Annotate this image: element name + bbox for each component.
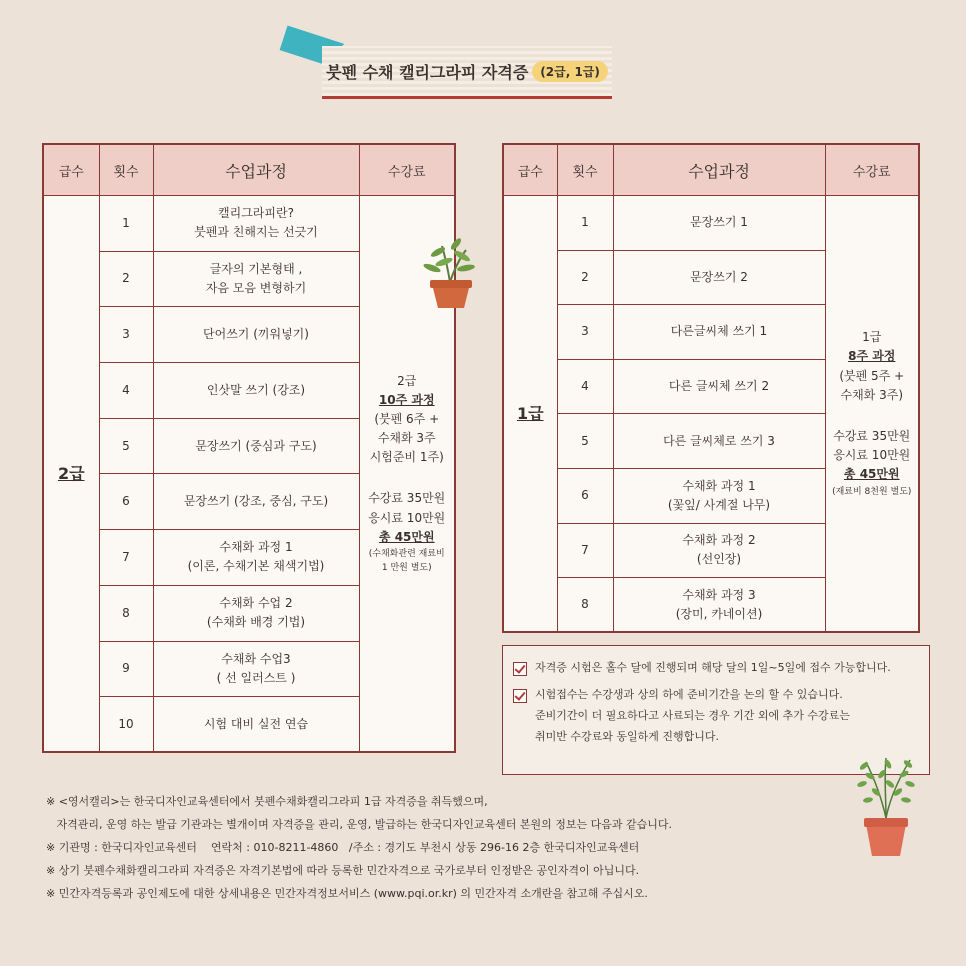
session-number: 10 (99, 697, 153, 753)
session-number: 6 (99, 474, 153, 530)
curriculum-cell: 캘리그라피란? 붓펜과 친해지는 선긋기 (153, 196, 359, 252)
potted-plant-icon (420, 232, 480, 312)
note-item: 시험접수는 수강생과 상의 하에 준비기간을 논의 할 수 있습니다. 준비기간이 더 필요하다고 사료되는 경우 기간 외에 추가 수강료는 취미반 수강료와 동일하게 진행합니다. (513, 685, 919, 748)
curriculum-cell: 문장쓰기 1 (613, 196, 825, 251)
curriculum-cell: 수채화 과정 1 (꽃잎/ 사계절 나무) (613, 468, 825, 523)
curriculum-cell: 문장쓰기 (강조, 중심, 구도) (153, 474, 359, 530)
checkbox-icon (513, 662, 527, 676)
footer-line: 자격관리, 운영 하는 발급 기관과는 별개이며 자격증을 관리, 운영, 발급하는 한국디자인교육센터 본원의 정보는 다음과 같습니다. (46, 818, 672, 831)
note-item: 자격증 시험은 홀수 달에 진행되며 해당 달의 1일~5일에 접수 가능합니다. (513, 658, 919, 679)
header-session: 횟수 (557, 144, 613, 196)
session-number: 4 (99, 363, 153, 419)
grade-label: 1급 (503, 196, 557, 633)
curriculum-cell: 문장쓰기 (중심과 구도) (153, 418, 359, 474)
fee-course: 8주 과정 (848, 349, 896, 364)
fee-total: 총 45만원 (843, 467, 900, 482)
fee-note: (수채화관련 재료비 1 만원 별도) (368, 549, 445, 574)
table-row (503, 196, 919, 251)
curriculum-cell: 다른 글씨체 쓰기 2 (613, 359, 825, 414)
footer-line: ※ 상기 붓펜수채화캘리그라피 자격증은 자격기본법에 따라 등록한 민간자격으로 국가로부터 인정받은 공인자격이 아닙니다. (46, 864, 640, 877)
fee-detail: (붓펜 5주 + 수채화 3주) (839, 368, 905, 402)
fee-tuition: 수강료 35만원 (833, 429, 911, 444)
session-number: 3 (99, 307, 153, 363)
curriculum-cell: 글자의 기본형태 , 자음 모음 변형하기 (153, 251, 359, 307)
curriculum-cell: 시험 대비 실전 연습 (153, 697, 359, 753)
title-banner (322, 46, 612, 98)
fee-note: (재료비 8천원 별도) (832, 486, 912, 497)
session-number: 4 (557, 359, 613, 414)
footer-line: ※ 기관명 : 한국디자인교육센터 연락처 : 010-8211-4860 /주소 : 경기도 부천시 상동 296-16 2층 한국디자인교육센터 (46, 841, 640, 854)
grade-label: 2급 (43, 196, 99, 753)
grade2-table (42, 143, 456, 753)
grade1-table (502, 143, 920, 633)
session-number: 1 (557, 196, 613, 251)
header-session: 횟수 (99, 144, 153, 196)
session-number: 8 (557, 578, 613, 633)
header-grade: 급수 (503, 144, 557, 196)
session-number: 9 (99, 641, 153, 697)
title-badge: (2급, 1급) (532, 61, 608, 82)
curriculum-cell: 수채화 수업3 ( 선 일러스트 ) (153, 641, 359, 697)
footer-notes (46, 796, 926, 911)
potted-plant-icon (848, 752, 924, 860)
session-number: 3 (557, 305, 613, 360)
session-number: 6 (557, 468, 613, 523)
fee-course: 10주 과정 (378, 392, 435, 407)
fee-grade: 2급 (397, 373, 417, 388)
session-number: 5 (99, 418, 153, 474)
page-title: 붓펜 수채 캘리그라피 자격증 (2급, 1급) (322, 46, 612, 99)
footer-line: ※ 민간자격등록과 공인제도에 대한 상세내용은 민간자격정보서비스 (www.pqi.or.kr) 의 민간자격 소개란을 참고해 주십시오. (46, 887, 648, 900)
table-row (43, 196, 455, 252)
header-curriculum: 수업과정 (613, 144, 825, 196)
fee-tuition: 수강료 35만원 (368, 491, 446, 506)
session-number: 7 (99, 530, 153, 586)
curriculum-cell: 다른글씨체 쓰기 1 (613, 305, 825, 360)
curriculum-cell: 단어쓰기 (끼워넣기) (153, 307, 359, 363)
session-number: 8 (99, 585, 153, 641)
fee-total: 총 45만원 (378, 529, 435, 544)
checkbox-icon (513, 689, 527, 703)
curriculum-cell: 수채화 수업 2 (수채화 배경 기법) (153, 585, 359, 641)
session-number: 7 (557, 523, 613, 578)
session-number: 1 (99, 196, 153, 252)
header-fee: 수강료 (825, 144, 919, 196)
fee-exam: 응시료 10만원 (833, 448, 911, 463)
session-number: 2 (99, 251, 153, 307)
curriculum-cell: 수채화 과정 1 (이론, 수채기본 채색기법) (153, 530, 359, 586)
fee-detail: (붓펜 6주 + 수채화 3주 시험준비 1주) (369, 411, 444, 465)
header-curriculum: 수업과정 (153, 144, 359, 196)
footer-line: ※ <영서캘리>는 한국디자인교육센터에서 붓펜수채화캘리그라피 1급 자격증을 취득했으며, (46, 795, 488, 808)
fee-exam: 응시료 10만원 (368, 510, 446, 525)
session-number: 5 (557, 414, 613, 469)
curriculum-cell: 인삿말 쓰기 (강조) (153, 363, 359, 419)
curriculum-cell: 문장쓰기 2 (613, 250, 825, 305)
header-fee: 수강료 (359, 144, 455, 196)
header-grade: 급수 (43, 144, 99, 196)
curriculum-cell: 수채화 과정 3 (장미, 카네이션) (613, 578, 825, 633)
session-number: 2 (557, 250, 613, 305)
fee-cell (825, 196, 919, 633)
fee-grade: 1급 (862, 330, 882, 345)
curriculum-cell: 수채화 과정 2 (선인장) (613, 523, 825, 578)
curriculum-cell: 다른 글씨체로 쓰기 3 (613, 414, 825, 469)
